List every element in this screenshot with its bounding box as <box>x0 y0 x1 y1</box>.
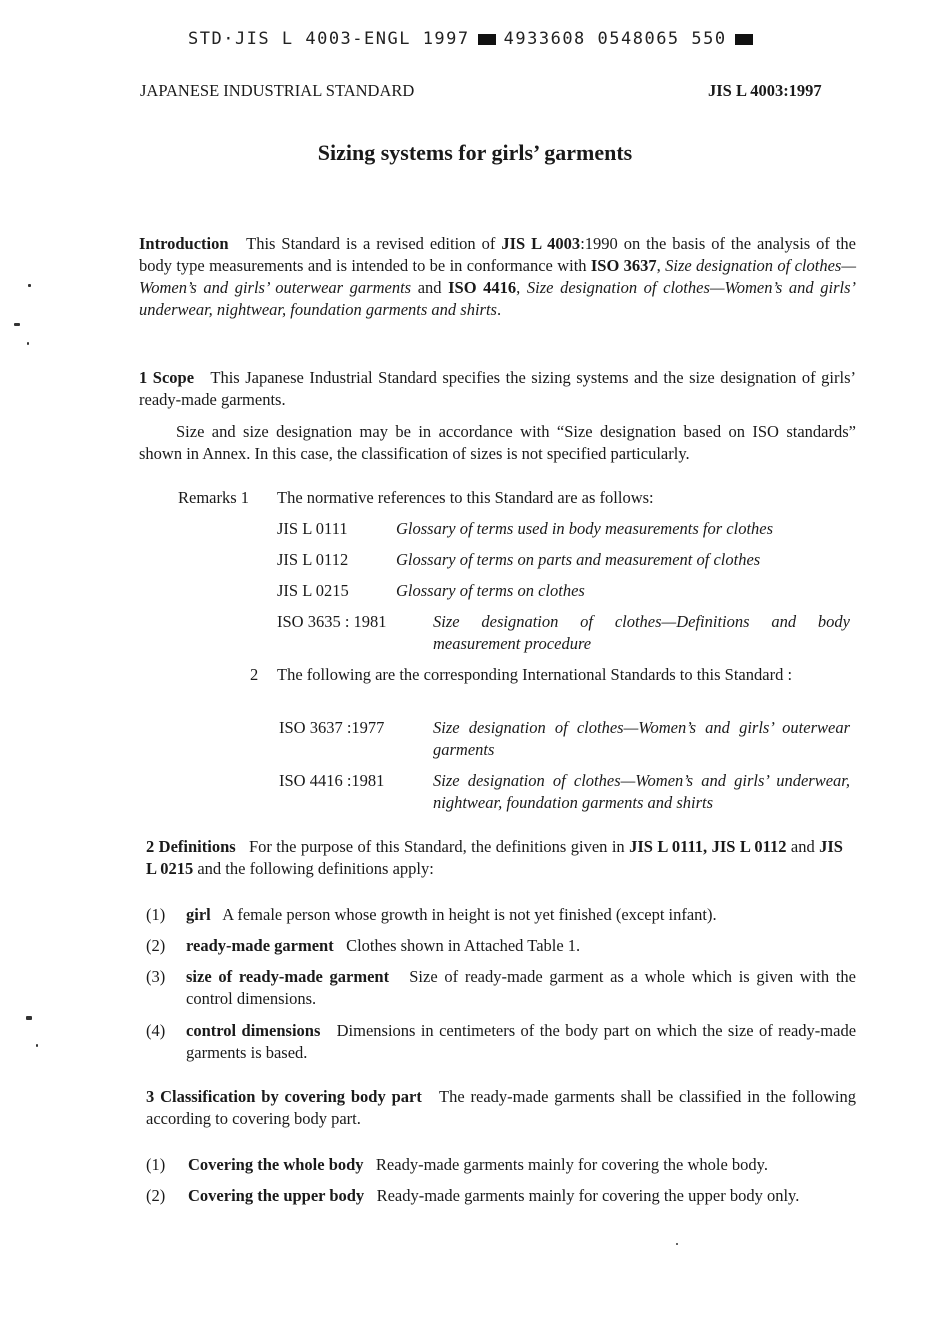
scan-speck <box>14 323 20 326</box>
scan-speck <box>28 284 31 287</box>
definitions-refs: JIS L 0215 <box>146 837 843 878</box>
definition-number: (3) <box>146 967 166 986</box>
ref-iso-4416: ISO 4416 <box>448 278 517 297</box>
classification-term: Covering the whole body <box>188 1155 364 1174</box>
black-block-mark <box>735 34 753 45</box>
introduction-paragraph <box>139 233 856 321</box>
definition-text: A female person whose growth in height is not yet finished (except infant). <box>222 905 717 924</box>
ref-iso-4416-title: Size designation of clothes—Women’s and girls’ underwear, nightwear, foundation garments and shirts <box>139 278 856 319</box>
introduction-label: Introduction <box>139 234 229 253</box>
scope-paragraph <box>139 367 856 411</box>
classification-label: 3 Classification by covering body part <box>146 1087 422 1106</box>
document-code-line <box>188 28 761 50</box>
definition-number: (1) <box>146 905 166 924</box>
classification-item-text: Ready-made garments mainly for covering the upper body only. <box>376 1186 800 1205</box>
reference-code: JIS L 0112 <box>277 550 349 569</box>
definitions-label: 2 Definitions <box>146 837 236 856</box>
classification-number: (2) <box>146 1186 166 1205</box>
definition-text: Size of ready-made garment as a whole which is given with the control dimensions. <box>186 967 857 1008</box>
intl-standard-code: ISO 3637 :1977 <box>279 718 385 737</box>
remarks-2-text: The following are the corresponding International Standards to this Standard : <box>277 665 793 684</box>
scan-speck <box>26 1016 32 1020</box>
ref-iso-3637: ISO 3637 <box>590 256 657 275</box>
scan-speck <box>36 1044 38 1047</box>
classification-term: Covering the upper body <box>188 1186 365 1205</box>
intl-standard-code: ISO 4416 :1981 <box>279 771 385 790</box>
reference-code: JIS L 0111 <box>277 519 348 538</box>
page-title: Sizing systems for girls’ garments <box>317 140 633 165</box>
scope-text: This Japanese Industrial Standard specifies the sizing systems and the size designation of girls’ ready-made garments. <box>139 368 857 409</box>
definition-item <box>186 904 856 926</box>
header-standard-number: JIS L 4003:1997 <box>708 81 822 100</box>
introduction-text: , <box>516 278 527 297</box>
definitions-paragraph <box>146 836 843 880</box>
definition-term: size of ready-made garment <box>186 967 390 986</box>
definition-item <box>186 966 856 1010</box>
definition-term: ready-made garment <box>186 936 334 955</box>
intl-standard-title: Size designation of clothes—Women’s and girls’ underwear, nightwear, foundation garments and shirts <box>433 771 850 812</box>
definitions-text: For the purpose of this Standard, the definitions given in <box>248 837 630 856</box>
scan-speck <box>27 342 29 345</box>
introduction-text: This Standard is a revised edition of <box>246 234 502 253</box>
classification-number: (1) <box>146 1155 166 1174</box>
introduction-text: . <box>496 300 502 319</box>
reference-code: JIS L 0215 <box>277 581 349 600</box>
intl-standard-title: Size designation of clothes—Women’s and girls’ outerwear garments <box>433 718 850 759</box>
remarks-2-number: 2 <box>250 665 259 684</box>
ref-jis-l-4003: JIS L 4003 <box>501 234 581 253</box>
definition-number: (4) <box>146 1021 166 1040</box>
definitions-refs: JIS L 0111, JIS L 0112 <box>629 837 787 856</box>
definitions-text: and the following definitions apply: <box>193 859 434 878</box>
classification-item <box>188 1185 858 1207</box>
scope-label: 1 Scope <box>139 368 195 387</box>
document-code: STD·JIS L 4003-ENGL 1997 <box>188 29 470 49</box>
reference-title: Size designation of clothes—Definitions and body measurement procedure <box>433 612 850 653</box>
definition-term: control dimensions <box>186 1021 321 1040</box>
definition-item <box>186 1020 856 1064</box>
definitions-text: and <box>786 837 820 856</box>
scan-speck <box>676 1243 678 1245</box>
definition-item <box>186 935 856 957</box>
ref-iso-3637-title: Size designation of clothes—Women’s and girls’ outerwear garments <box>139 256 856 297</box>
reference-title: Glossary of terms used in body measurements for clothes <box>396 519 774 538</box>
definition-text: Dimensions in centimeters of the body part on which the size of ready-made garments is based. <box>186 1021 857 1062</box>
scope-paragraph-2: Size and size designation may be in accordance with “Size designation based on ISO standards” shown in Annex. In this case, the classification of sizes is not specified particularly. <box>139 422 856 463</box>
reference-code: ISO 3635 : 1981 <box>277 612 387 631</box>
classification-item <box>188 1154 858 1176</box>
classification-item-text: Ready-made garments mainly for covering the whole body. <box>375 1155 768 1174</box>
remarks-1-text: The normative references to this Standard are as follows: <box>277 488 654 507</box>
header-organization: JAPANESE INDUSTRIAL STANDARD <box>140 81 415 100</box>
introduction-text: , <box>656 256 666 275</box>
definition-number: (2) <box>146 936 166 955</box>
document-code-numbers: 4933608 0548065 550 <box>503 29 727 49</box>
classification-text: The ready-made garments shall be classified in the following according to covering body part. <box>146 1087 856 1128</box>
black-block-mark <box>478 34 496 45</box>
classification-paragraph <box>146 1086 856 1130</box>
remarks-label: Remarks 1 <box>178 488 250 507</box>
introduction-text: and <box>411 278 449 297</box>
reference-title: Glossary of terms on parts and measurement of clothes <box>396 550 761 569</box>
reference-title: Glossary of terms on clothes <box>396 581 585 600</box>
definition-term: girl <box>186 905 211 924</box>
introduction-text: :1990 on the basis of the analysis of the body type measurements and is intended to be in conformance with <box>139 234 856 275</box>
definition-text: Clothes shown in Attached Table 1. <box>346 936 581 955</box>
